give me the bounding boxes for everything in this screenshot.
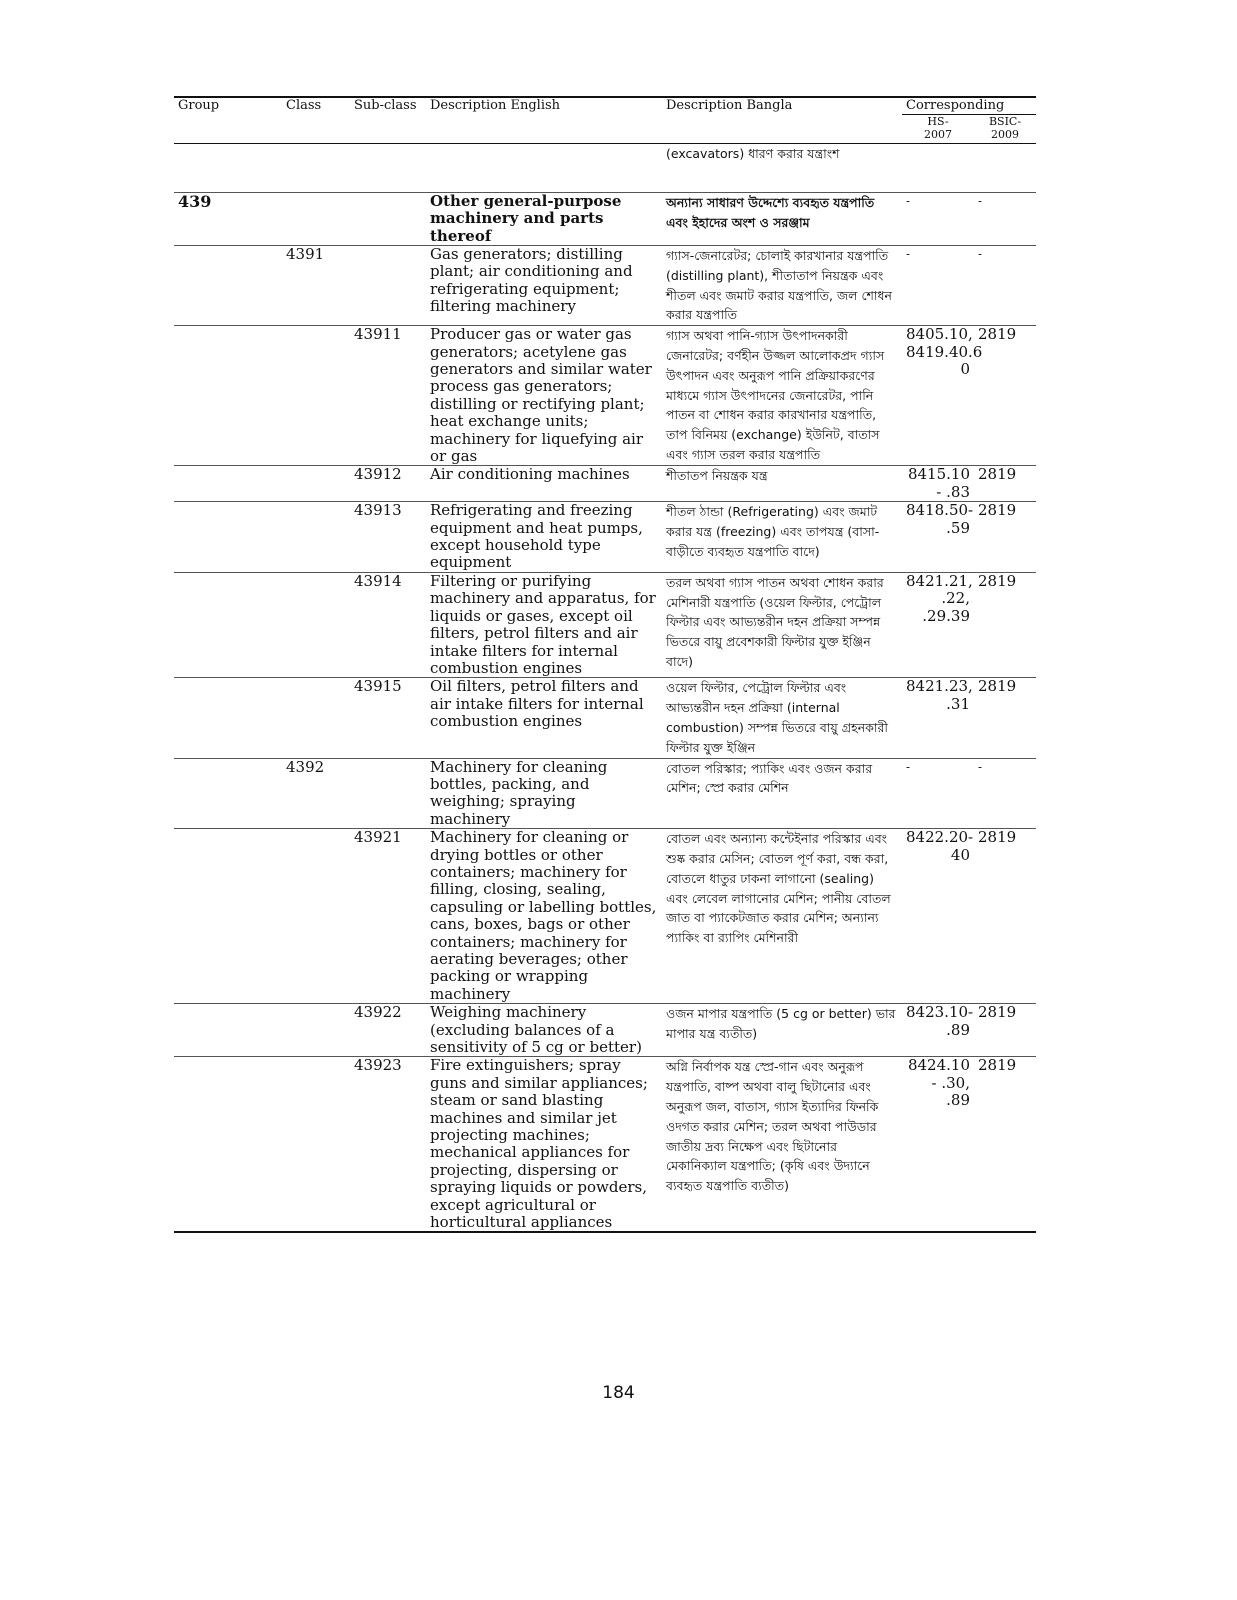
hs-2007-code: 8422.20- 40 bbox=[906, 828, 974, 864]
bsic-2009-code: - bbox=[978, 193, 983, 208]
group-code bbox=[174, 829, 282, 1004]
hs-2007-code: - bbox=[906, 193, 911, 208]
class-code bbox=[282, 829, 350, 1004]
class-code bbox=[282, 192, 350, 245]
group-code bbox=[174, 678, 282, 758]
subclass-code: 43914 bbox=[354, 571, 402, 590]
table-body bbox=[174, 144, 1036, 1233]
hs-2007-code: 8424.10 - .30, .89 bbox=[907, 1056, 970, 1110]
group-code bbox=[174, 1004, 282, 1057]
bsic-2009-code: 2819 bbox=[978, 677, 1017, 696]
class-code: 4392 bbox=[286, 757, 325, 776]
description-english bbox=[426, 144, 662, 193]
group-code bbox=[174, 502, 282, 573]
description-bangla: শীতল ঠান্ডা (Refrigerating) এবং জমাট করার যন্ত্র (freezing) এবং তাপযন্ত্র (বাসা-বাড়ীতে ব্যবহৃত যন্ত্রপাতি বাদে) bbox=[666, 504, 880, 559]
header-corresponding: Corresponding bbox=[902, 97, 1036, 115]
table-row bbox=[174, 192, 1036, 245]
description-bangla: গ্যাস-জেনারেটর; চোলাই কারখানার যন্ত্রপাতি (distilling plant), শীতাতাপ নিয়ন্ত্রক এবং শীতল এবং জমাট করার যন্ত্রপাতি, জল শোধন করার যন্ত্রপাতি bbox=[666, 248, 893, 323]
header-description-bangla: Description Bangla bbox=[666, 98, 793, 113]
class-code bbox=[282, 326, 350, 466]
header-subclass: Sub-class bbox=[354, 98, 417, 113]
subclass-code: 43912 bbox=[354, 465, 402, 484]
header-group: Group bbox=[178, 98, 220, 113]
class-code bbox=[282, 144, 350, 193]
bsic-2009-code: 2819 bbox=[978, 1056, 1017, 1075]
page-number: 184 bbox=[602, 1383, 635, 1403]
table-row bbox=[174, 829, 1036, 1004]
bsic-2009-code: 2819 bbox=[978, 465, 1017, 484]
table-row bbox=[174, 144, 1036, 193]
table-row bbox=[174, 326, 1036, 466]
subclass-code: 43915 bbox=[354, 677, 402, 696]
hs-2007-code: 8415.10 - .83 bbox=[907, 465, 970, 501]
header-row bbox=[174, 97, 1036, 115]
subclass-code: 43921 bbox=[354, 828, 402, 847]
header-bsic-2009 bbox=[974, 115, 1036, 144]
header-hs-label: HS- 2007 bbox=[924, 115, 952, 141]
hs-2007-code: - bbox=[906, 247, 911, 262]
table-row bbox=[174, 1004, 1036, 1057]
description-english: Refrigerating and freezing equipment and heat pumps, except household type equipment bbox=[430, 501, 643, 572]
bsic-2009-code: 2819 bbox=[978, 571, 1017, 590]
group-code bbox=[174, 1057, 282, 1233]
table-row bbox=[174, 1057, 1036, 1233]
class-code: 4391 bbox=[286, 245, 325, 264]
subclass-code bbox=[350, 758, 426, 829]
description-english: Machinery for cleaning or drying bottles or other containers; machinery for filling, closing, sealing, capsuling or labelling bottles, cans, boxes, bags or other containers; machinery for aerating beverages; other packing or wrapping machinery bbox=[430, 828, 657, 1003]
hs-2007-code: 8418.50- .59 bbox=[906, 501, 974, 537]
bsic-2009-code bbox=[974, 144, 1036, 193]
description-bangla: (excavators) ধারণ করার যন্ত্রাংশ bbox=[666, 146, 840, 161]
table-row bbox=[174, 246, 1036, 326]
description-english: Weighing machinery (excluding balances of a sensitivity of 5 cg or better) bbox=[430, 1003, 642, 1057]
table-row bbox=[174, 466, 1036, 502]
table-row bbox=[174, 572, 1036, 677]
description-english: Other general-purpose machinery and parts thereof bbox=[430, 191, 622, 245]
description-english: Fire extinguishers; spray guns and similar appliances; steam or sand blasting machines and similar jet projecting machines; mechanical appliances for projecting, dispersing or spraying liquids or powders, except agricultural or horticultural appliances bbox=[430, 1056, 648, 1232]
description-english: Producer gas or water gas generators; acetylene gas generators and similar water process gas generators; distilling or rectifying plant; heat exchange units; machinery for liquefying air or gas bbox=[430, 325, 652, 466]
bsic-2009-code: - bbox=[978, 759, 983, 774]
bsic-2009-code: 2819 bbox=[978, 828, 1017, 847]
table-row bbox=[174, 758, 1036, 829]
bsic-2009-code: 2819 bbox=[978, 325, 1017, 344]
header-description-english: Description English bbox=[430, 98, 561, 113]
table-row bbox=[174, 678, 1036, 758]
bsic-2009-code: 2819 bbox=[978, 501, 1017, 520]
description-bangla: ওজন মাপার যন্ত্রপাতি (5 cg or better) ভার মাপার যন্ত্র ব্যতীত) bbox=[666, 1006, 896, 1041]
description-english: Gas generators; distilling plant; air conditioning and refrigerating equipment; filtering machinery bbox=[430, 245, 633, 316]
group-code bbox=[174, 326, 282, 466]
description-bangla: বোতল এবং অন্যান্য কন্টেইনার পরিস্কার এবং শুষ্ক করার মেসিন; বোতল পূর্ণ করা, বন্ধ করা, বোতলে ধাতুর ঢাকনা লাগানো (sealing) এবং লেবেল লাগানোর মেশিন; পানীয় বোতল জাত বা প্যাকেটজাত করার মেশিন; অন্যান্য প্যাকিং বা র‍্যাপিং মেশিনারী bbox=[666, 831, 891, 946]
class-code bbox=[282, 1004, 350, 1057]
description-bangla: ওয়েল ফিল্টার, পেট্রোল ফিল্টার এবং আভ্যন্তরীন দহন প্রক্রিয়া (internal combustion) সম্পন্ন ভিতরে বায়ু গ্রহনকারী ফিল্টার যুক্ত ইঞ্জিন bbox=[666, 680, 888, 755]
header-hs-2007 bbox=[902, 115, 974, 144]
description-bangla: অগ্নি নির্বাপক যন্ত্র স্প্রে-গান এবং অনুরূপ যন্ত্রপাতি, বাষ্প অথবা বালু ছিটানোর এবং অনুরূপ জল, বাতাস, গ্যাস ইত্যাদির ফিনকি ওদগত করার মেশিন; তরল অথবা পাউডার জাতীয় দ্রব্য নিক্ষেপ এবং ছিটানোর মেকানিক্যাল যন্ত্রপাতি; (কৃষি এবং উদ্যানে ব্যবহৃত যন্ত্রপাতি ব্যতীত) bbox=[666, 1059, 879, 1194]
group-code bbox=[174, 466, 282, 502]
hs-2007-code: 8421.21, .22, .29.39 bbox=[906, 571, 973, 625]
class-code bbox=[282, 572, 350, 677]
group-code bbox=[174, 572, 282, 677]
bsic-2009-code: 2819 bbox=[978, 1003, 1017, 1022]
subclass-code bbox=[350, 246, 426, 326]
hs-2007-code bbox=[902, 144, 974, 193]
class-code bbox=[282, 678, 350, 758]
group-code: 439 bbox=[178, 191, 212, 211]
description-bangla: বোতল পরিস্কার; প্যাকিং এবং ওজন করার মেশিন; স্প্রে করার মেশিন bbox=[666, 760, 873, 796]
description-bangla: অন্যান্য সাধারণ উদ্দেশ্যে ব্যবহৃত যন্ত্রপাতি এবং ইহাদের অংশ ও সরঞ্জাম bbox=[666, 194, 875, 230]
class-code bbox=[282, 502, 350, 573]
class-code bbox=[282, 1057, 350, 1233]
group-code bbox=[174, 758, 282, 829]
description-english: Air conditioning machines bbox=[430, 465, 630, 484]
description-english: Filtering or purifying machinery and apparatus, for liquids or gases, except oil filters, petrol filters and air intake filters for internal combustion engines bbox=[430, 571, 656, 677]
subclass-code: 43911 bbox=[354, 325, 402, 344]
subclass-code: 43913 bbox=[354, 501, 402, 520]
group-code bbox=[174, 144, 282, 193]
hs-2007-code: - bbox=[906, 759, 911, 774]
header-bsic-label: BSIC- 2009 bbox=[988, 115, 1022, 141]
subclass-code bbox=[350, 192, 426, 245]
description-english: Machinery for cleaning bottles, packing, and weighing; spraying machinery bbox=[430, 757, 608, 828]
subclass-code: 43922 bbox=[354, 1003, 402, 1022]
classification-table bbox=[174, 96, 1036, 1233]
class-code bbox=[282, 466, 350, 502]
description-english: Oil filters, petrol filters and air intake filters for internal combustion engines bbox=[430, 677, 644, 731]
hs-2007-code: 8423.10- .89 bbox=[906, 1003, 974, 1039]
description-bangla: গ্যাস অথবা পানি-গ্যাস উৎপাদনকারী জেনারেটর; বর্ণহীন উজ্জল আলোকপ্রদ গ্যাস উৎপাদন এবং অনুরূপ পানি প্রক্রিয়াকরণের মাধ্যমে গ্যাস উৎপাদনের জেনারেটর, পানি পাতন বা শোধন করার কারখানার যন্ত্রপাতি, তাপ বিনিময় (exchange) ইউনিট, বাতাস এবং গ্যাস তরল করার যন্ত্রপাতি bbox=[666, 328, 885, 462]
hs-2007-code: 8405.10, 8419.40.6 0 bbox=[906, 325, 983, 379]
description-bangla: তরল অথবা গ্যাস পাতন অথবা শোধন করার মেশিনারী যন্ত্রপাতি (ওয়েল ফিল্টার, পেট্রোল ফিল্টার এবং আভ্যন্তরীন দহন প্রক্রিয়া সম্পন্ন ভিতরে বায়ু প্রবেশকারী ফিল্টার যুক্ত ইঞ্জিন বাদে) bbox=[666, 574, 884, 670]
group-code bbox=[174, 246, 282, 326]
subclass-code bbox=[350, 144, 426, 193]
table-row bbox=[174, 502, 1036, 573]
description-bangla: শীতাতপ নিয়ন্ত্রক যন্ত্র bbox=[666, 468, 768, 484]
header-class: Class bbox=[286, 98, 322, 113]
classification-page bbox=[174, 96, 1036, 1233]
subclass-code: 43923 bbox=[354, 1056, 402, 1075]
bsic-2009-code: - bbox=[978, 247, 983, 262]
hs-2007-code: 8421.23, .31 bbox=[906, 677, 973, 713]
